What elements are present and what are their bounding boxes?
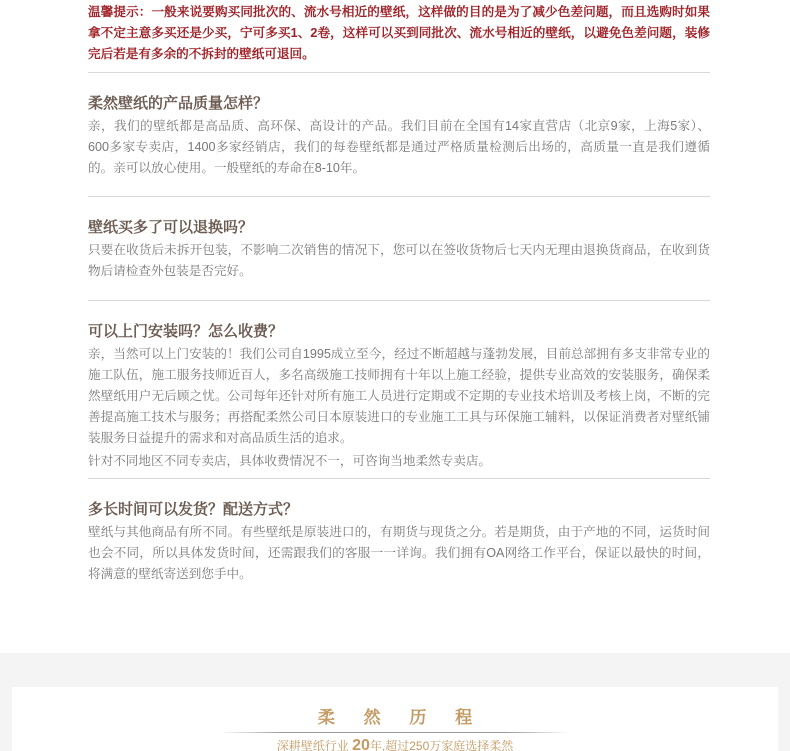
history-title: 柔 然 历 程	[317, 708, 485, 727]
section-divider	[88, 196, 710, 197]
history-title-underline	[220, 732, 570, 733]
faq-item-shipping	[88, 501, 710, 585]
spacer	[0, 585, 790, 653]
section-divider	[88, 300, 710, 301]
faq-item-quality	[88, 95, 710, 179]
faq-answer-paragraph: 只要在收货后未拆开包装，不影响二次销售的情况下，您可以在签收货物后七天内无理由退换货商品，在收到货物后请检查外包装是否完好。	[88, 243, 710, 278]
faq-answer	[88, 522, 710, 585]
faq-item-return	[88, 219, 710, 282]
warm-tips-notice: 温馨提示：一般来说要购买同批次的、流水号相近的壁纸，这样做的目的是为了减少色差问题，而且选购时如果拿不定主意多买还是少买，宁可多买1、2卷，这样可以买到同批次、流水号相近的壁纸，以避免色差问题，装修完后若是有多余的不拆封的壁纸可退回。	[88, 5, 710, 61]
faq-answer-paragraph: 亲，我们的壁纸都是高品质、高环保、高设计的产品。我们目前在全国有14家直营店（北京9家，上海5家）、600多家专卖店，1400多家经销店，我们的每卷壁纸都是通过严格质量检测后出场的，高质量一直是我们遵循的。亲可以放心使用。一般壁纸的寿命在8-10年。	[88, 119, 710, 175]
faq-question: 柔然壁纸的产品质量怎样？	[88, 95, 269, 112]
faq-answer	[88, 344, 710, 472]
faq-answer-paragraph: 针对不同地区不同专卖店，具体收费情况不一，可咨询当地柔然专卖店。	[88, 454, 491, 468]
tagline-suffix: 年,超过250万家庭选择柔然	[369, 739, 514, 751]
tagline-years-number: 20	[352, 737, 370, 751]
faq-item-installation	[88, 323, 710, 472]
history-card	[12, 687, 778, 751]
faq-question: 多长时间可以发货？配送方式？	[88, 501, 299, 518]
history-tagline	[12, 738, 778, 751]
faq-question: 可以上门安装吗？怎么收费？	[88, 323, 284, 340]
faq-question: 壁纸买多了可以退换吗？	[88, 219, 254, 236]
tagline-prefix: 深耕壁纸行业	[276, 739, 353, 751]
footer-band	[0, 653, 790, 751]
faq-answer	[88, 240, 710, 282]
section-divider	[88, 72, 710, 73]
faq-answer-paragraph: 壁纸与其他商品有所不同。有些壁纸是原装进口的，有期货与现货之分。若是期货，由于产地的不同，运货时间也会不同，所以具体发货时间，还需跟我们的客服一一详询。我们拥有OA网络工作平台，保证以最快的时间，将满意的壁纸寄送到您手中。	[88, 525, 710, 581]
faq-answer-paragraph: 亲，当然可以上门安装的！我们公司自1995成立至今，经过不断超越与蓬勃发展，目前总部拥有多支非常专业的施工队伍，施工服务技师近百人，多名高级施工技师拥有十年以上施工经验，提供专业高效的安装服务，确保柔然壁纸用户无后顾之忧。公司每年还针对所有施工人员进行定期或不定期的专业技术培训及考核上岗，不断的完善提高施工技术与服务；再搭配柔然公司日本原装进口的专业施工工具与环保施工辅料，以保证消费者对壁纸铺装服务日益提升的需求和对高品质生活的追求。	[88, 347, 710, 445]
section-divider	[88, 478, 710, 479]
faq-answer	[88, 116, 710, 179]
